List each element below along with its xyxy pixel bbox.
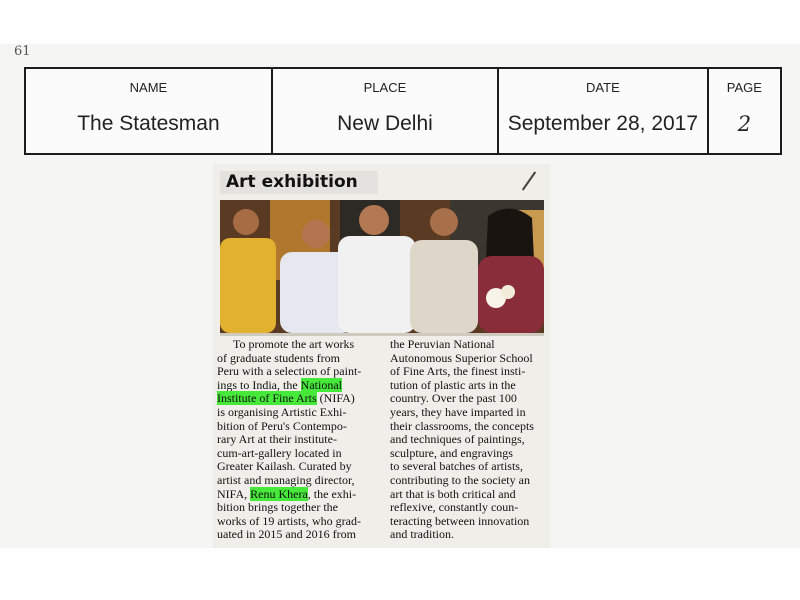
text-line: Greater Kailash. Curated by	[217, 459, 352, 474]
handwritten-page-number: 61	[14, 44, 31, 59]
place-header: PLACE	[272, 68, 498, 95]
text-line: country. Over the past 100	[390, 391, 517, 406]
text-line: contributing to the society an	[390, 472, 530, 487]
text-line: bition brings together the	[217, 500, 338, 515]
text-line: and techniques of paintings,	[390, 432, 525, 447]
text-line: To promote the art works	[233, 337, 355, 351]
text-line: cum-art-gallery located in	[217, 445, 342, 460]
group-photo	[220, 200, 544, 333]
text-line: artist and managing director,	[217, 472, 355, 487]
text-line: NIFA, Renu Khera, the exhi-	[217, 486, 357, 501]
text-line: bition of Peru's Contempo-	[217, 418, 347, 433]
text-line: Peru with a selection of paint-	[217, 364, 362, 379]
text-line: art that is both critical and	[390, 486, 516, 501]
text-line: uated in 2015 and 2016 from	[217, 527, 356, 542]
highlighted-name: National	[300, 377, 342, 392]
text-line: years, they have imparted in	[390, 404, 526, 419]
highlighted-name: Institute of Fine Arts	[217, 391, 317, 406]
text-line: works of 19 artists, who grad-	[217, 513, 361, 528]
name-header: NAME	[25, 68, 272, 95]
page-header: PAGE	[708, 68, 781, 95]
text-line: tution of plastic arts in the	[390, 377, 516, 392]
text-line: of Fine Arts, the finest insti-	[390, 364, 526, 379]
text-line: their classrooms, the concepts	[390, 418, 534, 433]
text-line: and tradition.	[390, 527, 454, 542]
text-line: Institute of Fine Arts (NIFA)	[217, 391, 355, 406]
article-column-right	[390, 338, 548, 542]
clipping-meta-table	[24, 67, 782, 155]
date-header: DATE	[498, 68, 708, 95]
text-line: sculpture, and engravings	[390, 445, 513, 460]
text-line: the Peruvian National	[390, 337, 495, 351]
text-line: teracting between innovation	[390, 513, 530, 528]
highlighted-name: Renu Khera	[250, 486, 308, 501]
date-value: September 28, 2017	[498, 95, 708, 154]
text-line: reflexive, constantly coun-	[390, 500, 519, 515]
text-line: rary Art at their institute-	[217, 432, 337, 447]
article-headline: Art exhibition	[226, 172, 358, 192]
text-line: is organising Artistic Exhi-	[217, 404, 347, 419]
text-line: Autonomous Superior School	[390, 350, 533, 365]
group-photo-icon	[220, 200, 544, 333]
article-column-left	[217, 338, 377, 542]
page-value: 2	[708, 95, 781, 154]
text-line: to several batches of artists,	[390, 459, 523, 474]
place-value: New Delhi	[272, 95, 498, 154]
text-line: ings to India, the National	[217, 377, 342, 392]
photo-divider	[220, 333, 544, 336]
text-line: of graduate students from	[217, 350, 340, 365]
name-value: The Statesman	[25, 95, 272, 154]
